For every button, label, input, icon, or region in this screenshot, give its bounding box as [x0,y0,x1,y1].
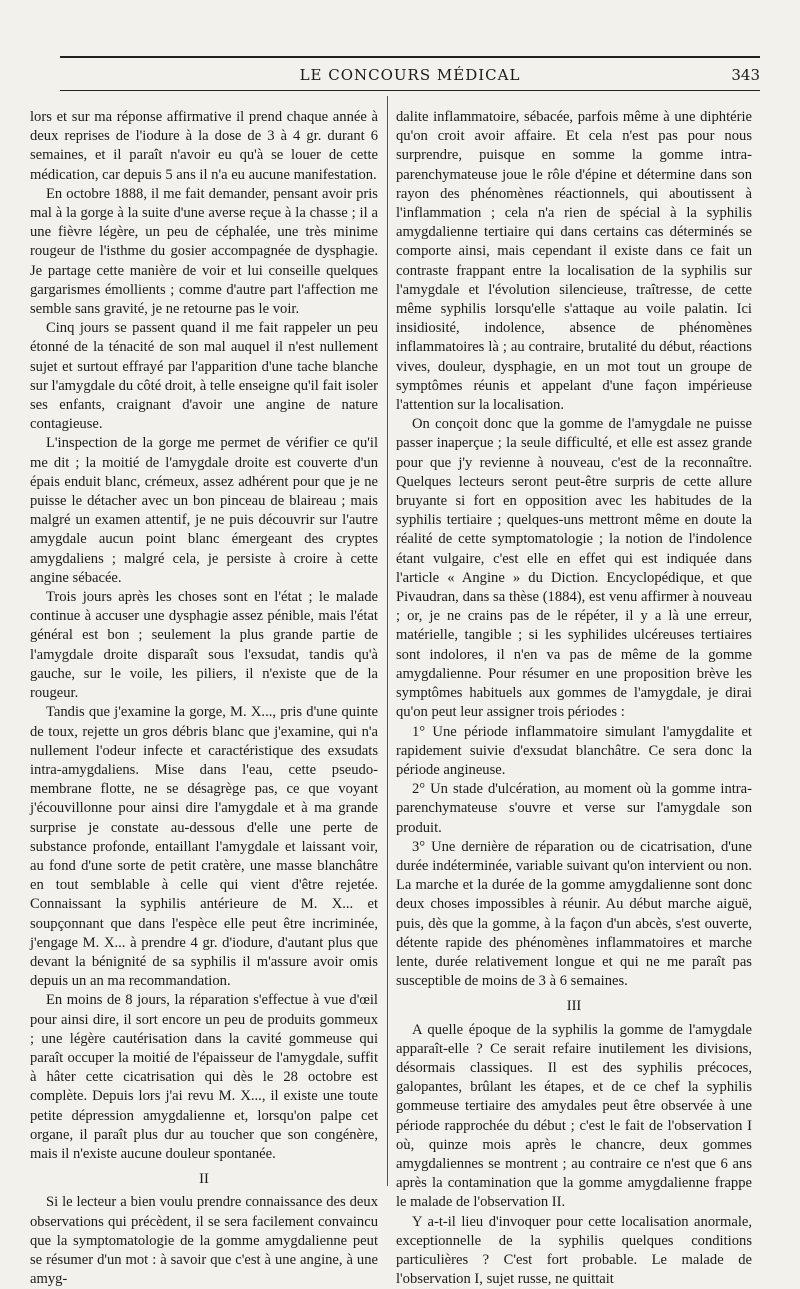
paragraph: lors et sur ma réponse affirmative il prend chaque année à deux reprises de l'iodure à la dose de 3 à 4 gr. durant 6 semaines, et il paraît n'avoir eu qu'à se louer de cette médication, car depuis 5 ans il n'a eu aucune manifestation. [30,109,378,183]
paragraph: En octobre 1888, il me fait demander, pensant avoir pris mal à la gorge à la suite d'une averse reçue à la chasse ; il a une fièvre légère, un peu de céphalée, une très minime rougeur de l'isthme du gosier accompagnée de dysphagie. Je partage cette manière de voir et lui conseille quelques gargarismes émollients ; comme d'autre part l'affection me semble sans gravité, je ne retourne pas le voir. [30,185,378,318]
paragraph: L'inspection de la gorge me permet de vérifier ce qu'il me dit ; la moitié de l'amygdale droite est couverte d'un épais enduit blanc, crémeux, assez adhérent pour que je ne puisse le détacher avec un bon pinceau de blaireau ; mais malgré un examen attentif, je ne puis découvrir sur l'autre amygdale aucun point blanc émergeant des cryptes amygdaliens ; malgré cela, je persiste à croire à cette angine sébacée. [30,435,378,586]
header-rule-bottom [60,90,760,91]
paragraph: 1° Une période inflammatoire simulant l'amygdalite et rapidement suivie d'exsudat blanchâtre. Ce sera donc la période angineuse. [396,723,752,778]
left-column [30,108,378,1289]
section-heading: II [199,1171,209,1188]
paragraph: Cinq jours se passent quand il me fait rappeler un peu étonné de la ténacité de son mal auquel il n'est nullement sujet et surtout effrayé par l'apparition d'une tache blanche sur l'amygdale du côté droit, à telle enseigne qu'il fait isoler ses enfants, craignant d'avoir une angine de nature contagieuse. [30,320,378,433]
paragraph: 2° Un stade d'ulcération, au moment où la gomme intra-parenchymateuse s'ouvre et verse sur l'amygdale son produit. [396,781,752,836]
paragraph: A quelle époque de la syphilis la gomme de l'amygdale apparaît-elle ? Ce serait refaire inutilement les divisions, désormais classiques. Il est des syphilis précoces, galopantes, brûlant les étapes, et de ce chef la syphilis gommeuse tertiaire des amydales peut être observée à une période rapprochée du début ; c'est le fait de l'observation I où, quinze mois après le chancre, deux gommes amygdaliennes se montrent ; au contraire ce n'est que 6 ans après la contamination que la gomme amygdalienne frappe le malade de l'observation II. [396,1021,752,1211]
paragraph: En moins de 8 jours, la réparation s'effectue à vue d'œil pour ainsi dire, il sort encore un peu de produits gommeux ; une légère cautérisation dans la cavité gommeuse qui paraît occuper la moitié de l'épaisseur de l'amygdale, suffit à hâter cette cicatrisation qui dès le 28 octobre est complète. Depuis lors j'ai revu M. X..., il existe une toute petite dépression amygdalienne et, lorsqu'on palpe cet organe, il paraît plus dur au toucher que son congénère, mais il n'existe aucune douleur spontanée. [30,992,378,1162]
section-heading: III [566,998,582,1015]
paragraph: On conçoit donc que la gomme de l'amygdale ne puisse passer inaperçue ; la seule difficulté, et elle est assez grande pour que j'y revienne à nouveau, c'est de la reconnaître. Quelques lecteurs seront peut-être surpris de cette allure bruyante si fort en opposition avec les habitudes de la syphilis tertiaire ; quelques-uns mettront même en doute la réalité de cette symptomatologie ; la notion de l'indolence étant vulgaire, c'est elle en effet qui est indiquée dans l'article « Angine » du Diction. Encyclopédique, et que Pivaudran, dans sa thèse (1884), est venu affirmer à nouveau ; or, je ne crains pas de le répéter, il y a là une erreur, matérielle, tangible ; si les syphilides ulcéreuses tertiaires sont indolores, il n'en va pas de même de la gomme amygdalienne. Pour résumer en une proposition brève les symptômes habituels aux gommes de l'amygdale, je dirai qu'on peut leur assigner trois périodes : [396,416,752,721]
paragraph: Trois jours après les choses sont en l'état ; le malade continue à accuser une dysphagie assez pénible, mais l'état général est bon ; seulement la plus grande partie de l'amygdale droite disparaît sous l'exsudat, tandis qu'à gauche, sur le voile, les piliers, il n'existe que de la rougeur. [30,589,378,702]
paragraph: Si le lecteur a bien voulu prendre connaissance des deux observations qui précèdent, il se sera facilement convaincu que la symptomatologie de la gomme amygdalienne peut se résumer d'un mot : à savoir que c'est à une angine, à une amyg- [30,1194,378,1288]
page-header [60,50,760,92]
page-number: 343 [731,66,760,84]
paragraph: Y a-t-il lieu d'invoquer pour cette localisation anormale, exceptionnelle de la syphilis quelques conditions particulières ? C'est fort probable. Le malade de l'observation I, sujet russe, ne quittait [396,1213,752,1288]
paragraph: dalite inflammatoire, sébacée, parfois même à une diphtérie qu'on croit avoir affaire. Et cela n'est pas pour nous surprendre, puisque en somme la gomme intra-parenchymateuse joue le rôle d'épine et détermine dans son rayon des phénomènes réactionnels, qui aboutissent à l'inflammation ; cela n'a rien de spécial à la syphilis amygdalienne tertiaire qui dans certains cas déterminés se comporte ainsi, mais cependant il existe dans ce fait un contraste frappant entre la localisation de la syphilis sur l'amygdale et l'évolution silencieuse, traîtresse, de cette même syphilis lorsqu'elle s'attaque au voile palatin. Ici insidiosité, indolence, absence de phénomènes inflammatoires là ; au contraire, brutalité du début, réactions vives, douleur, dysphagie, en un mot tout un groupe de symptômes réunis et appelant d'une façon impérieuse l'attention sur la localisation. [396,109,752,414]
journal-title: LE CONCOURS MÉDICAL [299,66,521,84]
header-rule-top [60,56,760,58]
paragraph: 3° Une dernière de réparation ou de cicatrisation, d'une durée indéterminée, variable suivant qu'on intervient ou non. La marche et la durée de la gomme amygdalienne sont donc deux choses impossibles à réunir. Au début marche aiguë, puis, dès que la gomme, à la façon d'un abcès, s'est ouverte, détente rapide des phénomènes inflammatoires et marche lente, durée relativement longue et qui ne me paraît pas susceptible de moins de 3 à 6 semaines. [396,838,752,990]
right-column [396,108,752,1289]
column-divider [387,96,388,1186]
paragraph: Tandis que j'examine la gorge, M. X..., pris d'une quinte de toux, rejette un gros débris blanc que j'examine, qui n'a nullement l'odeur infecte et caractéristique des exsudats intra-amygdaliens. Mise dans l'eau, cette pseudo-membrane flotte, ne se désagrège pas, ce que voyant j'écouvillonne pour ainsi dire l'amygdale et à ma grande surprise je constate au-dessous d'elle une perte de substance profonde, entaillant l'amygdale et laissant voir, au fond d'une sorte de petit cratère, une masse blanchâtre en tout semblable à celle qui vient d'être rejetée. Connaissant la syphilis antérieure de M. X... et soupçonnant que dans l'espèce elle peut être incriminée, j'engage M. X... à prendre 4 gr. d'iodure, d'autant plus que devant la bénignité de sa syphilis il m'assure avoir omis depuis un an ma recommandation. [30,704,378,990]
